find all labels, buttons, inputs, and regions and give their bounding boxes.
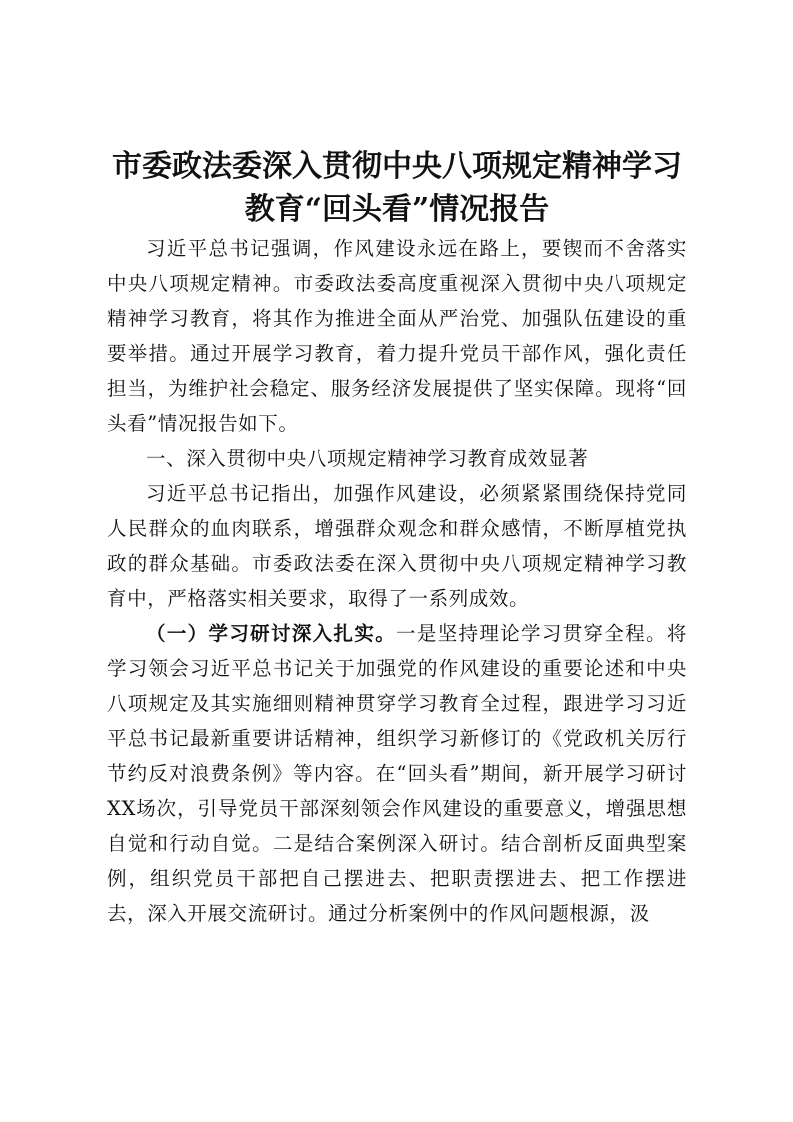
subsection-body: 一是坚持理论学习贯穿全程。将学习领会习近平总书记关于加强党的作风建设的重要论述和中央八项规定及其实施细则精神贯穿学习教育全过程，跟进学习习近平总书记最新重要讲话精神，组织学习新修订的《党政机关厉行节约反对浪费条例》等内容。在“回头看”期间，新开展学习研讨XX场次，引导党员干部深刻领会作风建设的重要意义，增强思想自觉和行动自觉。二是结合案例深入研讨。结合剖析反面典型案例，组织党员干部把自己摆进去、把职责摆进去、把工作摆进去，深入开展交流研讨。通过分析案例中的作风问题根源，汲 (107, 622, 687, 925)
section-heading: 一、深入贯彻中央八项规定精神学习教育成效显著 (146, 447, 589, 470)
document-title: 市委政法委深入贯彻中央八项规定精神学习教育“回头看”情况报告 (112, 149, 682, 227)
subsection-paragraph (107, 616, 687, 931)
subsection-heading: （一）学习研讨深入扎实。 (146, 622, 397, 645)
document-body (107, 145, 687, 931)
intro-paragraph: 习近平总书记强调，作风建设永远在路上，要锲而不舍落实中央八项规定精神。市委政法委高度重视深入贯彻中央八项规定精神学习教育，将其作为推进全面从严治党、加强队伍建设的重要举措。通过开展学习教育，着力提升党员干部作风，强化责任担当，为维护社会稳定、服务经济发展提供了坚实保障。现将“回头看”情况报告如下。 (107, 237, 687, 435)
section-paragraph: 习近平总书记指出，加强作风建设，必须紧紧围绕保持党同人民群众的血肉联系，增强群众观念和群众感情，不断厚植党执政的群众基础。市委政法委在深入贯彻中央八项规定精神学习教育中，严格落实相关要求，取得了一系列成效。 (107, 482, 687, 610)
